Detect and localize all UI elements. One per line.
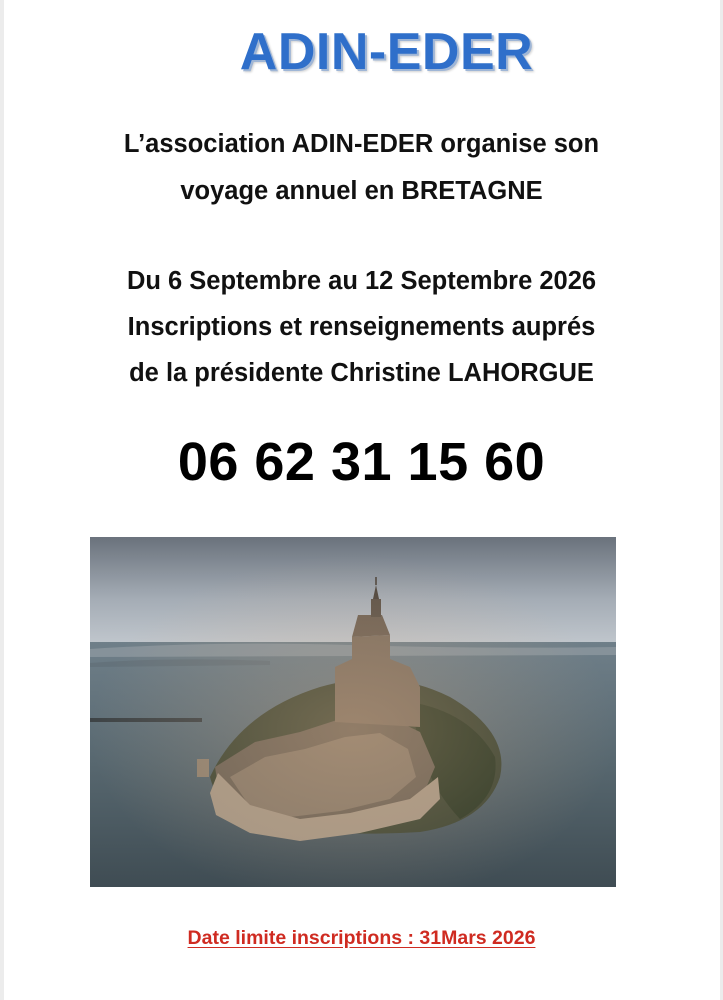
intro-line-2: voyage annuel en BRETAGNE [180, 177, 543, 205]
registration-line: Inscriptions et renseignements auprés [127, 313, 596, 341]
intro-line-1: L’association ADIN-EDER organise son [123, 130, 600, 158]
poster-title: ADIN-EDER [239, 23, 534, 81]
mont-saint-michel-photo [90, 537, 616, 887]
dates-line: Du 6 Septembre au 12 Septembre 2026 [126, 267, 597, 295]
phone-number: 06 62 31 15 60 [177, 432, 546, 492]
contact-person-line: de la présidente Christine LAHORGUE [129, 359, 594, 387]
registration-deadline: Date limite inscriptions : 31Mars 2026 [187, 927, 536, 949]
